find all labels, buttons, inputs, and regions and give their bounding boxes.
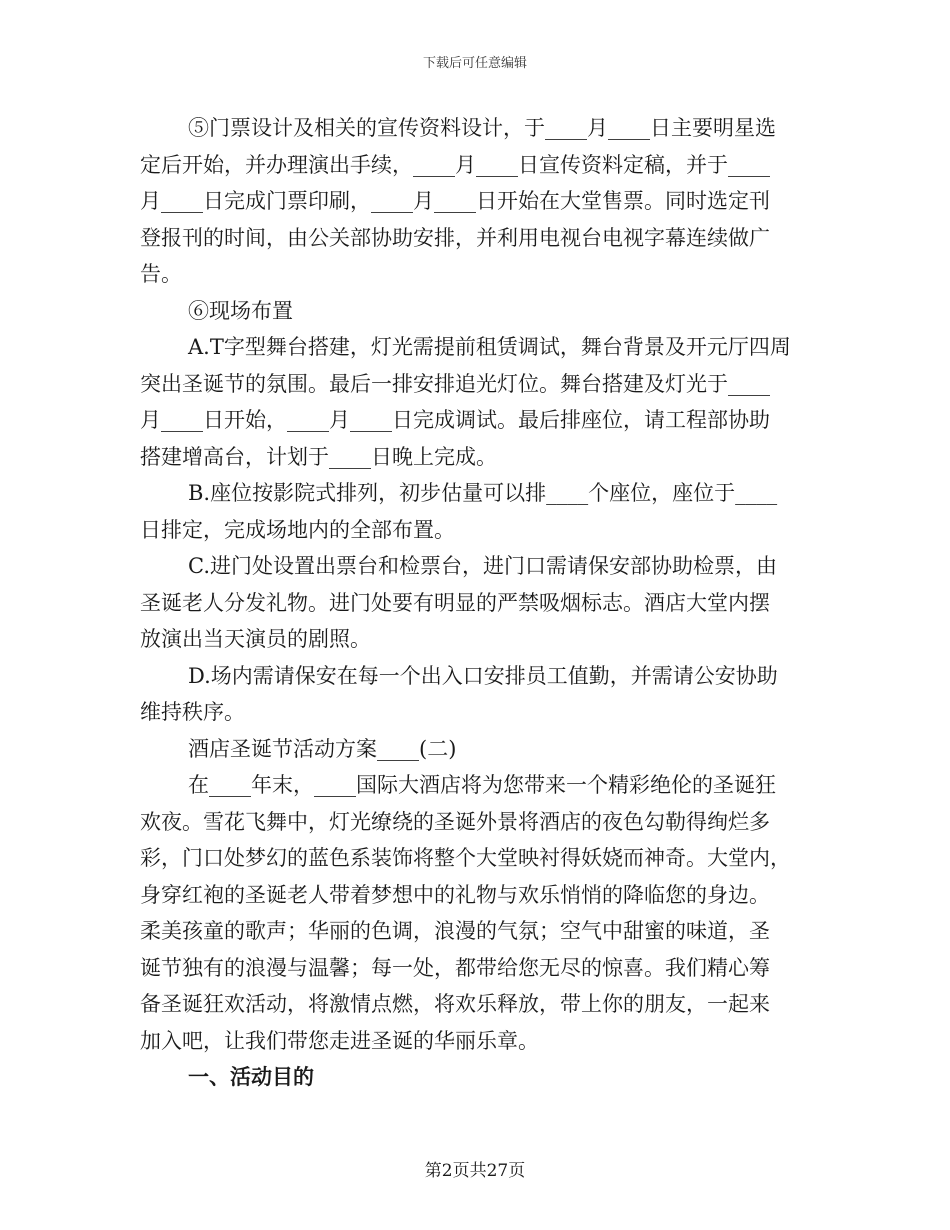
sub-title: 酒店圣诞节活动方案____(二) [188,736,457,761]
paragraph-line: 欢夜。雪花飞舞中，灯光缭绕的圣诞外景将酒店的夜色勾勒得绚烂多 [140,809,770,834]
paragraph-line: 彩，门口处梦幻的蓝色系装饰将整个大堂映衬得妖娆而神奇。大堂内， [140,846,791,870]
paragraph-line: 加入吧，让我们带您走进圣诞的华丽乐章。 [140,1028,539,1053]
paragraph-line: 诞节独有的浪漫与温馨；每一处，都带给您无尽的惊喜。我们精心筹 [140,955,770,980]
paragraph-line: C.进门处设置出票台和检票台，进门口需请保安部协助检票，由 [188,554,777,578]
paragraph-line: 告。 [140,262,182,286]
paragraph-line: 月____日完成门票印刷，____月____日开始在大堂售票。同时选定刊 [140,189,770,213]
paragraph-line: B.座位按影院式排列，初步估量可以排____个座位，座位于____ [188,481,778,505]
paragraph-line: 搭建增高台，计划于____日晚上完成。 [140,444,497,469]
paragraph-line: 定后开始，并办理演出手续，____月____日宣传资料定稿，并于____ [140,152,770,177]
paragraph-line: 放演出当天演员的剧照。 [140,627,371,651]
paragraph-line: 维持秩序。 [140,700,245,724]
paragraph-line: D.场内需请保安在每一个出入口安排员工值勤，并需请公安协助 [188,663,778,688]
paragraph-line: 身穿红袍的圣诞老人带着梦想中的礼物与欢乐悄悄的降临您的身边。 [140,882,770,907]
paragraph-line: 备圣诞狂欢活动，将激情点燃，将欢乐释放，带上你的朋友，一起来 [140,992,770,1016]
paragraph-line: 月____日开始，____月____日完成调试。最后排座位，请工程部协助 [140,408,770,432]
paragraph-line: 在____年末，____国际大酒店将为您带来一个精彩绝伦的圣诞狂 [188,773,776,797]
paragraph-line: ⑤门票设计及相关的宣传资料设计，于____月____日主要明星选 [188,116,776,140]
paragraph-line: 圣诞老人分发礼物。进门处要有明显的严禁吸烟标志。酒店大堂内摆 [140,590,770,615]
paragraph-line: A.T字型舞台搭建，灯光需提前租赁调试，舞台背景及开元厅四周 [188,335,791,359]
paragraph-line: 突出圣诞节的氛围。最后一排安排追光灯位。舞台搭建及灯光于____ [140,371,770,396]
paragraph-line: 柔美孩童的歌声；华丽的色调，浪漫的气氛；空气中甜蜜的味道，圣 [140,919,770,943]
page-footer: 第2页共27页 [424,1161,526,1181]
paragraph-line: 日排定，完成场地内的全部布置。 [140,517,455,542]
paragraph-line: 登报刊的时间，由公关部协助安排，并利用电视台电视字幕连续做广 [140,225,770,250]
section-heading: 一、活动目的 [188,1065,314,1089]
section-label: ⑥现场布置 [188,298,293,323]
document-body [140,110,810,1096]
page-header: 下载后可任意编辑 [422,56,527,71]
